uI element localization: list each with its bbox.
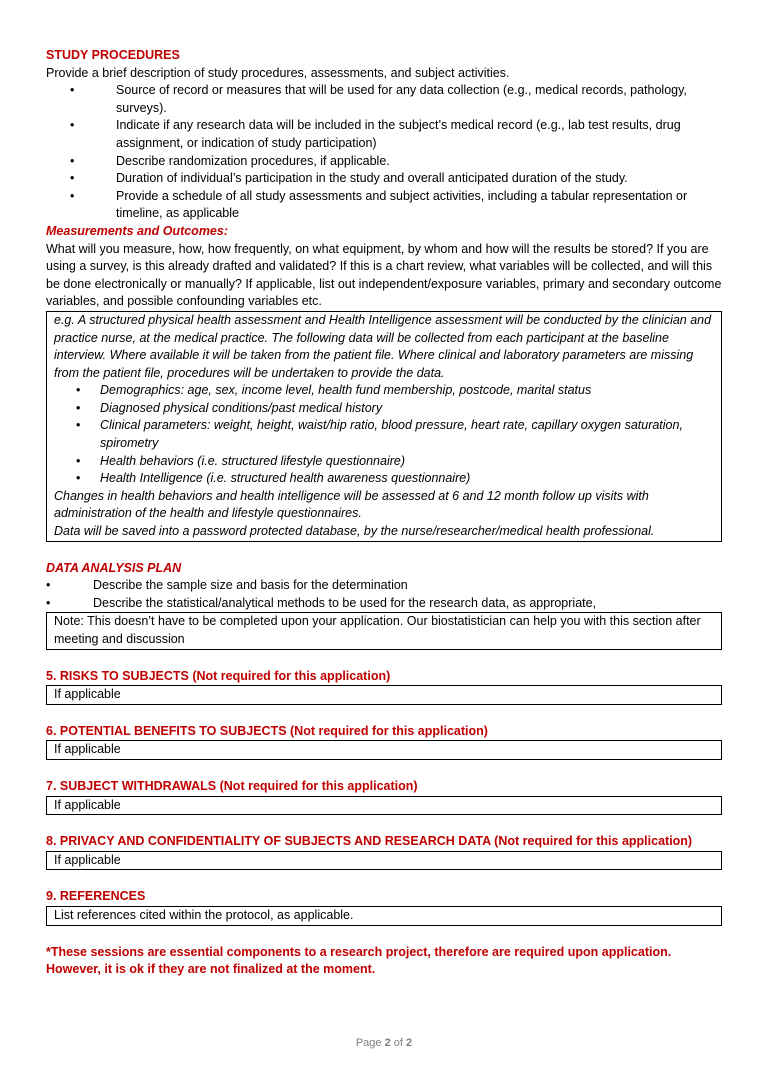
document-page bbox=[46, 47, 722, 979]
example-intro: e.g. A structured physical health assessment and Health Intelligence assessment will be conducted by the clinician and practice nurse, at the medical practice. The following data will be collected from each participant at the baseline interview. Where available it will be taken from the patient file. Where clinical and laboratory parameters are missing from the patient file, procedures will be undertaken to provide the data. bbox=[54, 312, 712, 380]
footnote: *These sessions are essential components to a research project, therefore are required upon application. However, it is ok if they are not finalized at the moment. bbox=[46, 944, 672, 977]
study-procedures-list bbox=[46, 82, 722, 223]
section-box-text: If applicable bbox=[54, 687, 121, 702]
section-box-references bbox=[46, 906, 722, 926]
section-heading-references: 9. REFERENCES bbox=[46, 889, 146, 904]
data-analysis-note-box bbox=[46, 612, 722, 649]
list-item: • Source of record or measures that will be used for any data collection (e.g., medical records, pathology, surveys). bbox=[46, 82, 722, 117]
list-item: • Health behaviors (i.e. structured lifestyle questionnaire) bbox=[54, 453, 714, 471]
example-list bbox=[54, 382, 714, 488]
section-heading-withdrawals: 7. SUBJECT WITHDRAWALS (Not required for this application) bbox=[46, 778, 418, 793]
data-analysis-heading: DATA ANALYSIS PLAN bbox=[46, 560, 182, 575]
list-item: • Health Intelligence (i.e. structured health awareness questionnaire) bbox=[54, 470, 714, 488]
measurements-text: What will you measure, how, how frequently, on what equipment, by whom and how will the results be stored? If you are using a survey, is this already drafted and validated? If this is a chart review, what variables will be collected, and will this be done electronically or manually? If applicable, list out independent/exposure variables, primary and secondary outcome variables, and possible confounding variables etc. bbox=[46, 241, 722, 309]
section-box-benefits bbox=[46, 740, 722, 760]
section-box-risks bbox=[46, 685, 722, 705]
example-saved: Data will be saved into a password protected database, by the nurse/researcher/medical health professional. bbox=[54, 524, 655, 539]
page-of: of bbox=[390, 1037, 407, 1049]
list-item: • Describe the statistical/analytical methods to be used for the research data, as appropriate, bbox=[46, 595, 722, 613]
data-analysis-list bbox=[46, 577, 722, 612]
list-item: • Provide a schedule of all study assessments and subject activities, including a tabular representation or timeline, as applicable bbox=[46, 188, 722, 223]
section-heading-benefits: 6. POTENTIAL BENEFITS TO SUBJECTS (Not required for this application) bbox=[46, 723, 488, 738]
page-footer bbox=[0, 1037, 768, 1049]
data-analysis-note: Note: This doesn’t have to be completed upon your application. Our biostatistician can help you with this section after meeting and discussion bbox=[54, 614, 701, 646]
study-procedures-heading: STUDY PROCEDURES bbox=[46, 48, 180, 62]
page-current: 2 bbox=[384, 1037, 391, 1049]
section-heading-risks: 5. RISKS TO SUBJECTS (Not required for this application) bbox=[46, 668, 391, 683]
measurements-heading: Measurements and Outcomes: bbox=[46, 223, 228, 238]
section-box-text: List references cited within the protocol, as applicable. bbox=[54, 907, 354, 922]
list-item: • Describe randomization procedures, if applicable. bbox=[46, 153, 722, 171]
section-box-text: If applicable bbox=[54, 852, 121, 867]
section-heading-privacy: 8. PRIVACY AND CONFIDENTIALITY OF SUBJECTS AND RESEARCH DATA (Not required for this application) bbox=[46, 834, 693, 849]
list-item: • Indicate if any research data will be included in the subject’s medical record (e.g., lab test results, drug assignment, or indication of study participation) bbox=[46, 117, 722, 152]
list-item: • Clinical parameters: weight, height, waist/hip ratio, blood pressure, heart rate, capillary oxygen saturation, spirometry bbox=[54, 417, 714, 452]
section-box-privacy bbox=[46, 851, 722, 871]
measurements-example-box bbox=[46, 311, 722, 542]
list-item: • Describe the sample size and basis for the determination bbox=[46, 577, 722, 595]
page-label: Page bbox=[355, 1037, 385, 1049]
list-item: • Diagnosed physical conditions/past medical history bbox=[54, 400, 714, 418]
study-procedures-intro: Provide a brief description of study procedures, assessments, and subject activities. bbox=[46, 65, 510, 80]
list-item: • Duration of individual’s participation in the study and overall anticipated duration of the study. bbox=[46, 170, 722, 188]
section-box-text: If applicable bbox=[54, 742, 121, 757]
page-total: 2 bbox=[406, 1037, 413, 1049]
list-item: • Demographics: age, sex, income level, health fund membership, postcode, marital status bbox=[54, 382, 714, 400]
section-box-withdrawals bbox=[46, 796, 722, 816]
example-changes: Changes in health behaviors and health intelligence will be assessed at 6 and 12 month follow up visits with administration of the health and lifestyle questionnaires. bbox=[54, 488, 649, 521]
section-box-text: If applicable bbox=[54, 797, 121, 812]
